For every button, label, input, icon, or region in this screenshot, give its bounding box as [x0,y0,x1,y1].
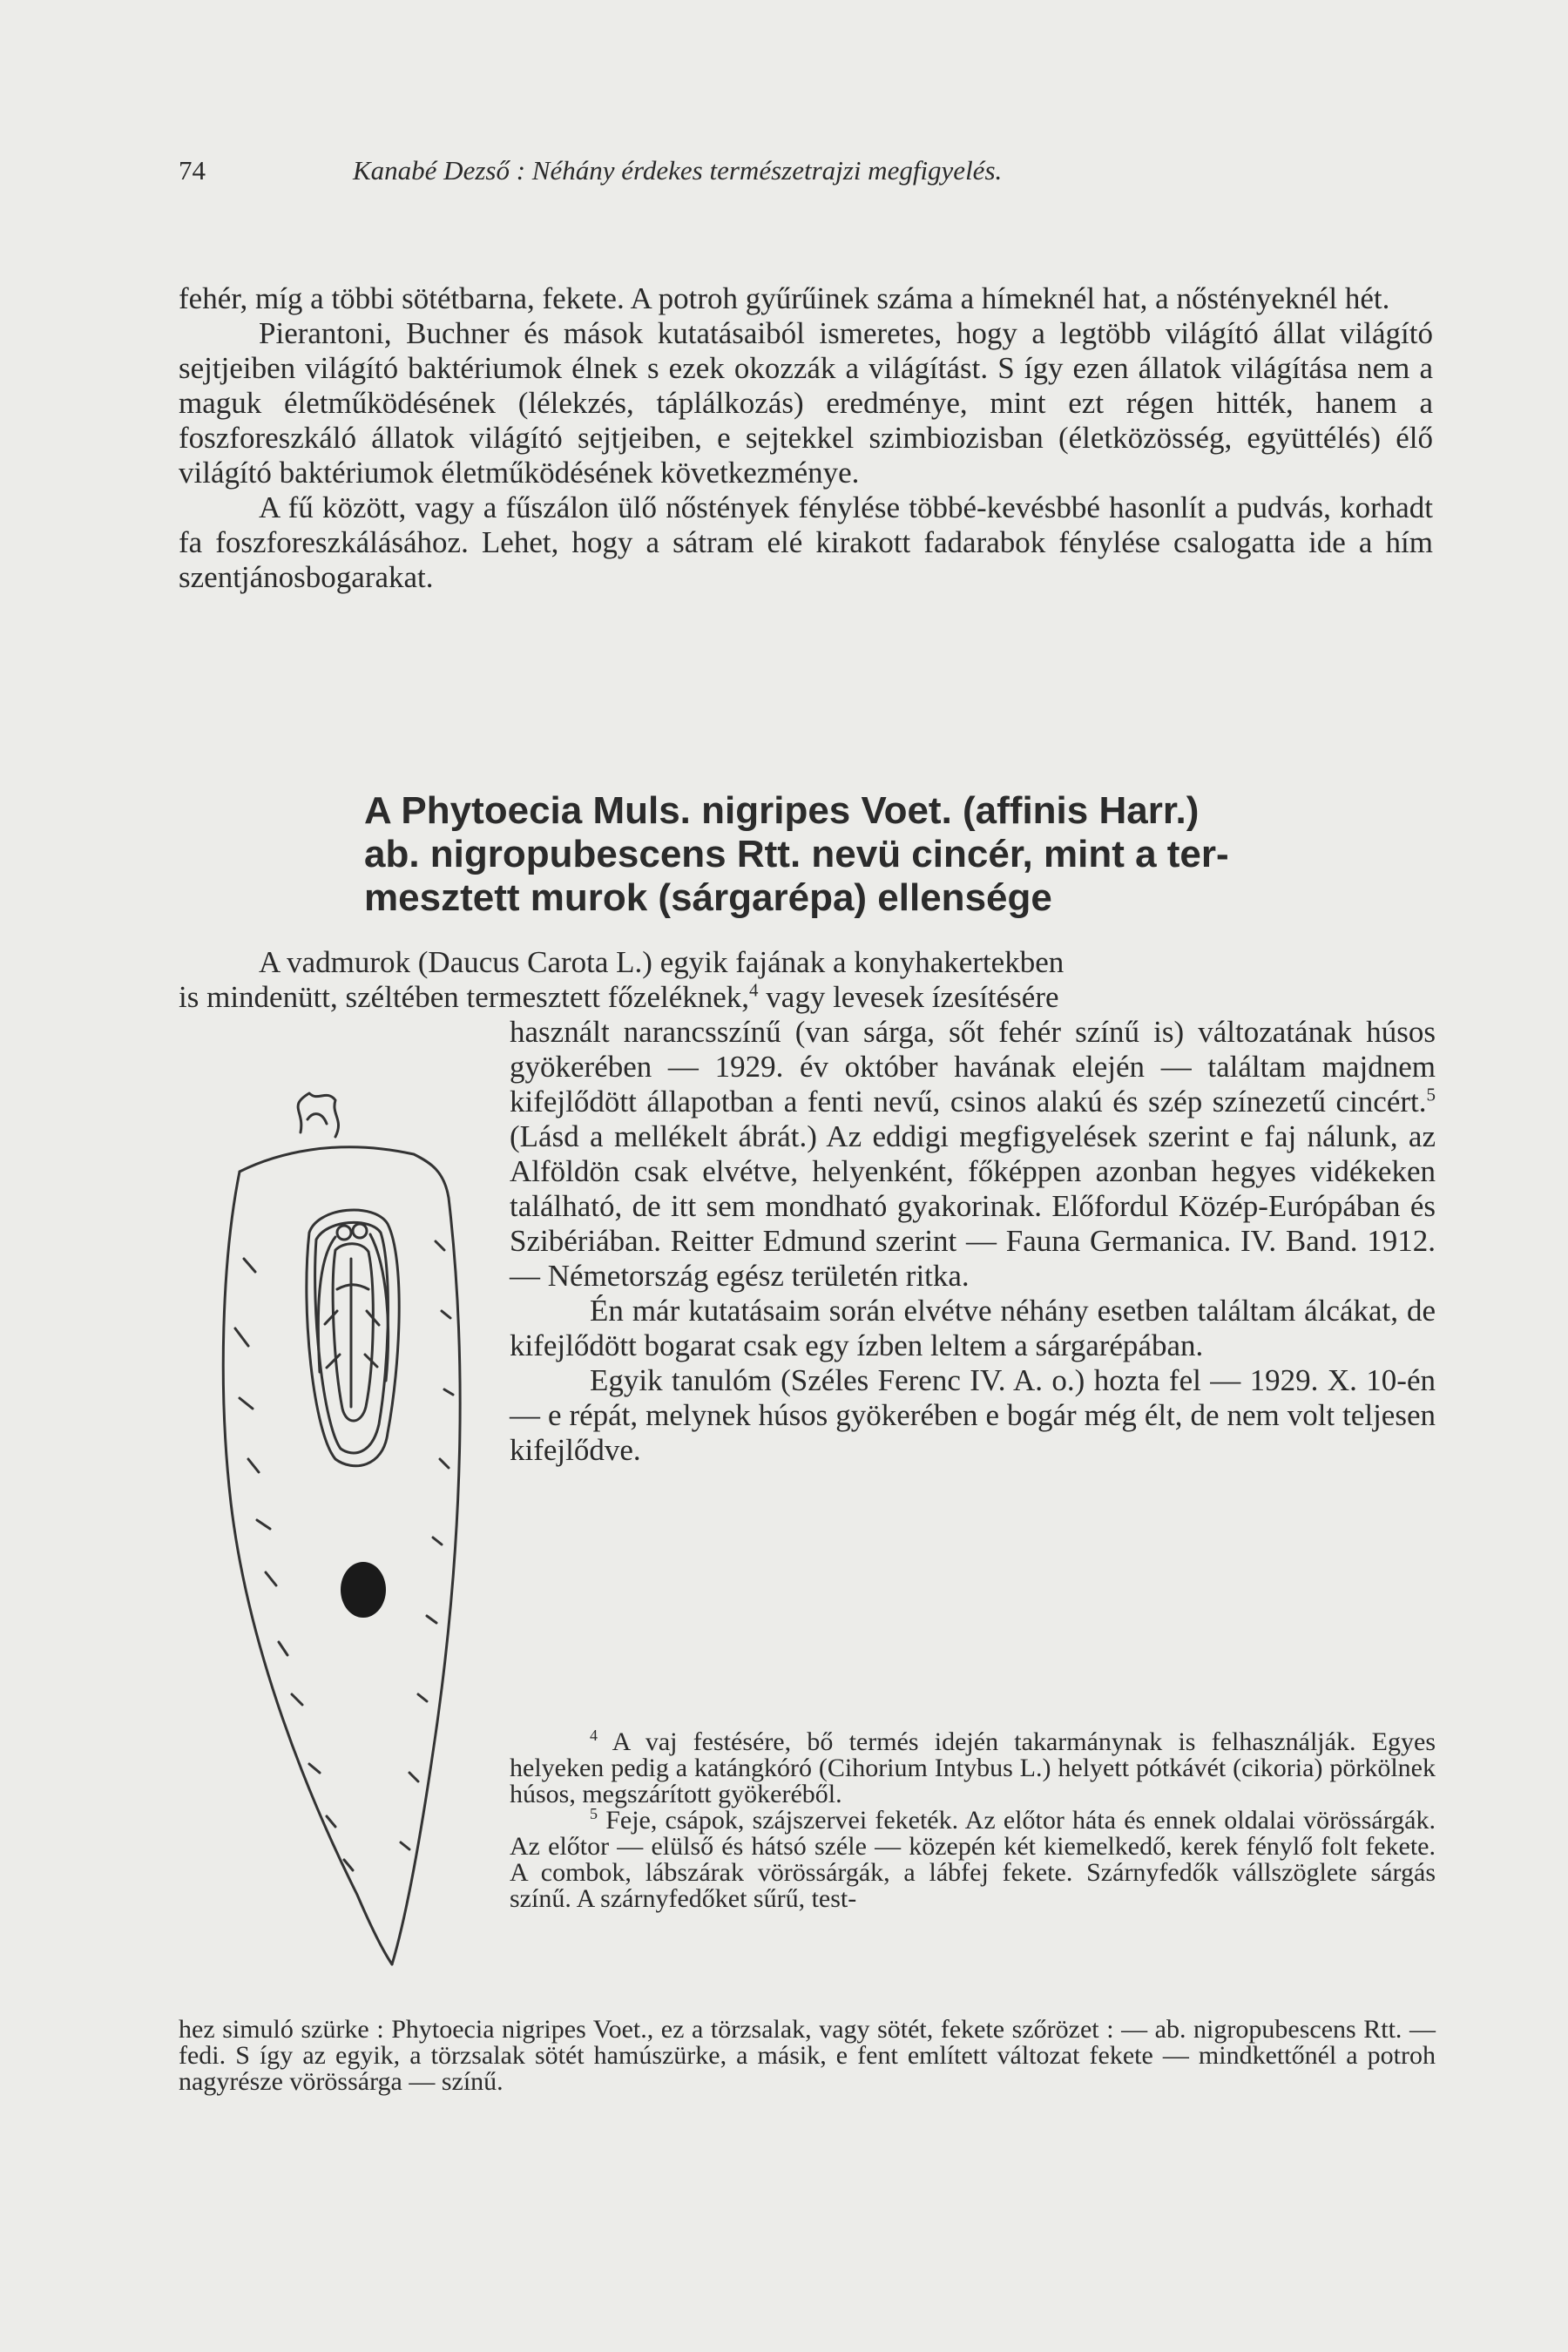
footnote-4-block [510,1729,1436,1912]
heading-line-2: ab. nigropubescens Rtt. nevü cincér, mint a ter- [364,833,1229,875]
footnote-ref-5: 5 [1426,1084,1436,1105]
intro-paragraph-1: fehér, míg a többi sötétbarna, fekete. A potroh gyűrűinek száma a hímeknél hat, a nőstényeknél hét. [179,281,1390,315]
section-intro [179,945,1433,1015]
footnote-ref-4: 4 [749,979,759,1001]
intro-text [179,281,1433,595]
section-line-2: is mindenütt, széltében termesztett főzeléknek,$^4$ vagy levesek ízesítésére [179,979,1059,1014]
section-heading [364,789,1436,920]
footnote-5-full-width: hez simuló szürke : Phytoecia nigripes Voet., ez a törzsalak, vagy sötét, fekete szőrözet : — ab. nigropubescens Rtt. — fedi. S így az egyik, a törzsalak sötét hamúszürke, a másik, e fent említett változat fekete — mindkettőnél a potroh nagyrésze vörössárga — színű. [179,2015,1436,2096]
page-number: 74 [179,155,206,186]
section-paragraph-3: Egyik tanulóm (Széles Ferenc IV. A. o.) hozta fel — 1929. X. 10-én — e répát, melynek húsos gyökerében e bogár még élt, de nem volt teljesen kifejlődve. [510,1363,1436,1467]
heading-line-1: A Phytoecia Muls. nigripes Voet. (affinis Harr.) [364,789,1200,832]
running-title: Kanabé Dezső : Néhány érdekes természetrajzi megfigyelés. [353,155,1003,186]
running-header [179,155,1433,199]
heading-line-3: mesztett murok (sárgarépa) ellensége [364,876,1052,919]
intro-paragraph-3: A fű között, vagy a fűszálon ülő nőstények fénylése többé-kevésbbé hasonlít a pudvás, korhadt fa foszforeszkálásához. Lehet, hogy a sátram elé kirakott fadarabok fénylése csalogatta ide a hím szentjánosbogarakat. [179,490,1433,594]
carrot-beetle-illustration [205,1085,505,1982]
intro-paragraph-2: Pierantoni, Buchner és mások kutatásaiból ismeretes, hogy a legtöbb világító állat világító sejtjeiben világító baktériumok élnek s ezek okozzák a világítást. S így ezen állatok világítása nem a maguk életműködésének (lélekzés, táplálkozás) eredménye, mint ezt régen hitték, hanem a foszforeszkáló állatok világító sejtjeiben, e sejtekkel szimbiozisban (életközösség, együttélés) élő világító baktériumok életműködésének következménye. [179,316,1433,490]
section-paragraph-1: használt narancsszínű (van sárga, sőt fehér színű is) változatának húsos gyökerében — 1929. év október havának elején — találtam majdnem kifejlődött állapotban a fenti nevű, csinos alakú és szép színezetű cincért.$^5$ (Lásd a mellékelt ábrát.) Az eddigi megfigyelések szerint e faj nálunk, az Alföldön csak elvétve, helyenként, főképpen azonban hegyes vidékeken található, de itt sem mondható gyakorinak. Előfordul Közép-Európában és Szibériában. Reitter Edmund szerint — Fauna Germanica. IV. Band. 1912. — Németország egész területén ritka. [510,1015,1436,1293]
section-line-1: A vadmurok (Daucus Carota L.) egyik fajának a konyhakertekben [259,945,1064,979]
wrapped-text [510,1015,1436,1468]
footnote-4: $^4$ A vaj festésére, bő termés idején takarmánynak is felhasználják. Egyes helyeken pedig a katángkóró (Cihorium Intybus L.) helyett pótkávét (cikoria) pörkölnek húsos, megszárított gyökeréből. [510,1727,1436,1808]
footnote-5-continued [179,2017,1436,2095]
section-paragraph-2: Én már kutatásaim során elvétve néhány esetben találtam álcákat, de kifejlődött bogarat csak egy ízben leltem a sárgarépában. [510,1294,1436,1362]
footnote-5: $^5$ Feje, csápok, szájszervei feketék. Az előtor háta és ennek oldalai vörössárgák. Az előtor — elülső és hátsó széle — közepén két kiemelkedő, kerek fénylő folt fekete. A combok, lábszárak vörössárgák, a lábfej fekete. Szárnyfedők vállszöglete sárgás színű. A szárnyfedőket sűrű, test- [510,1805,1436,1913]
